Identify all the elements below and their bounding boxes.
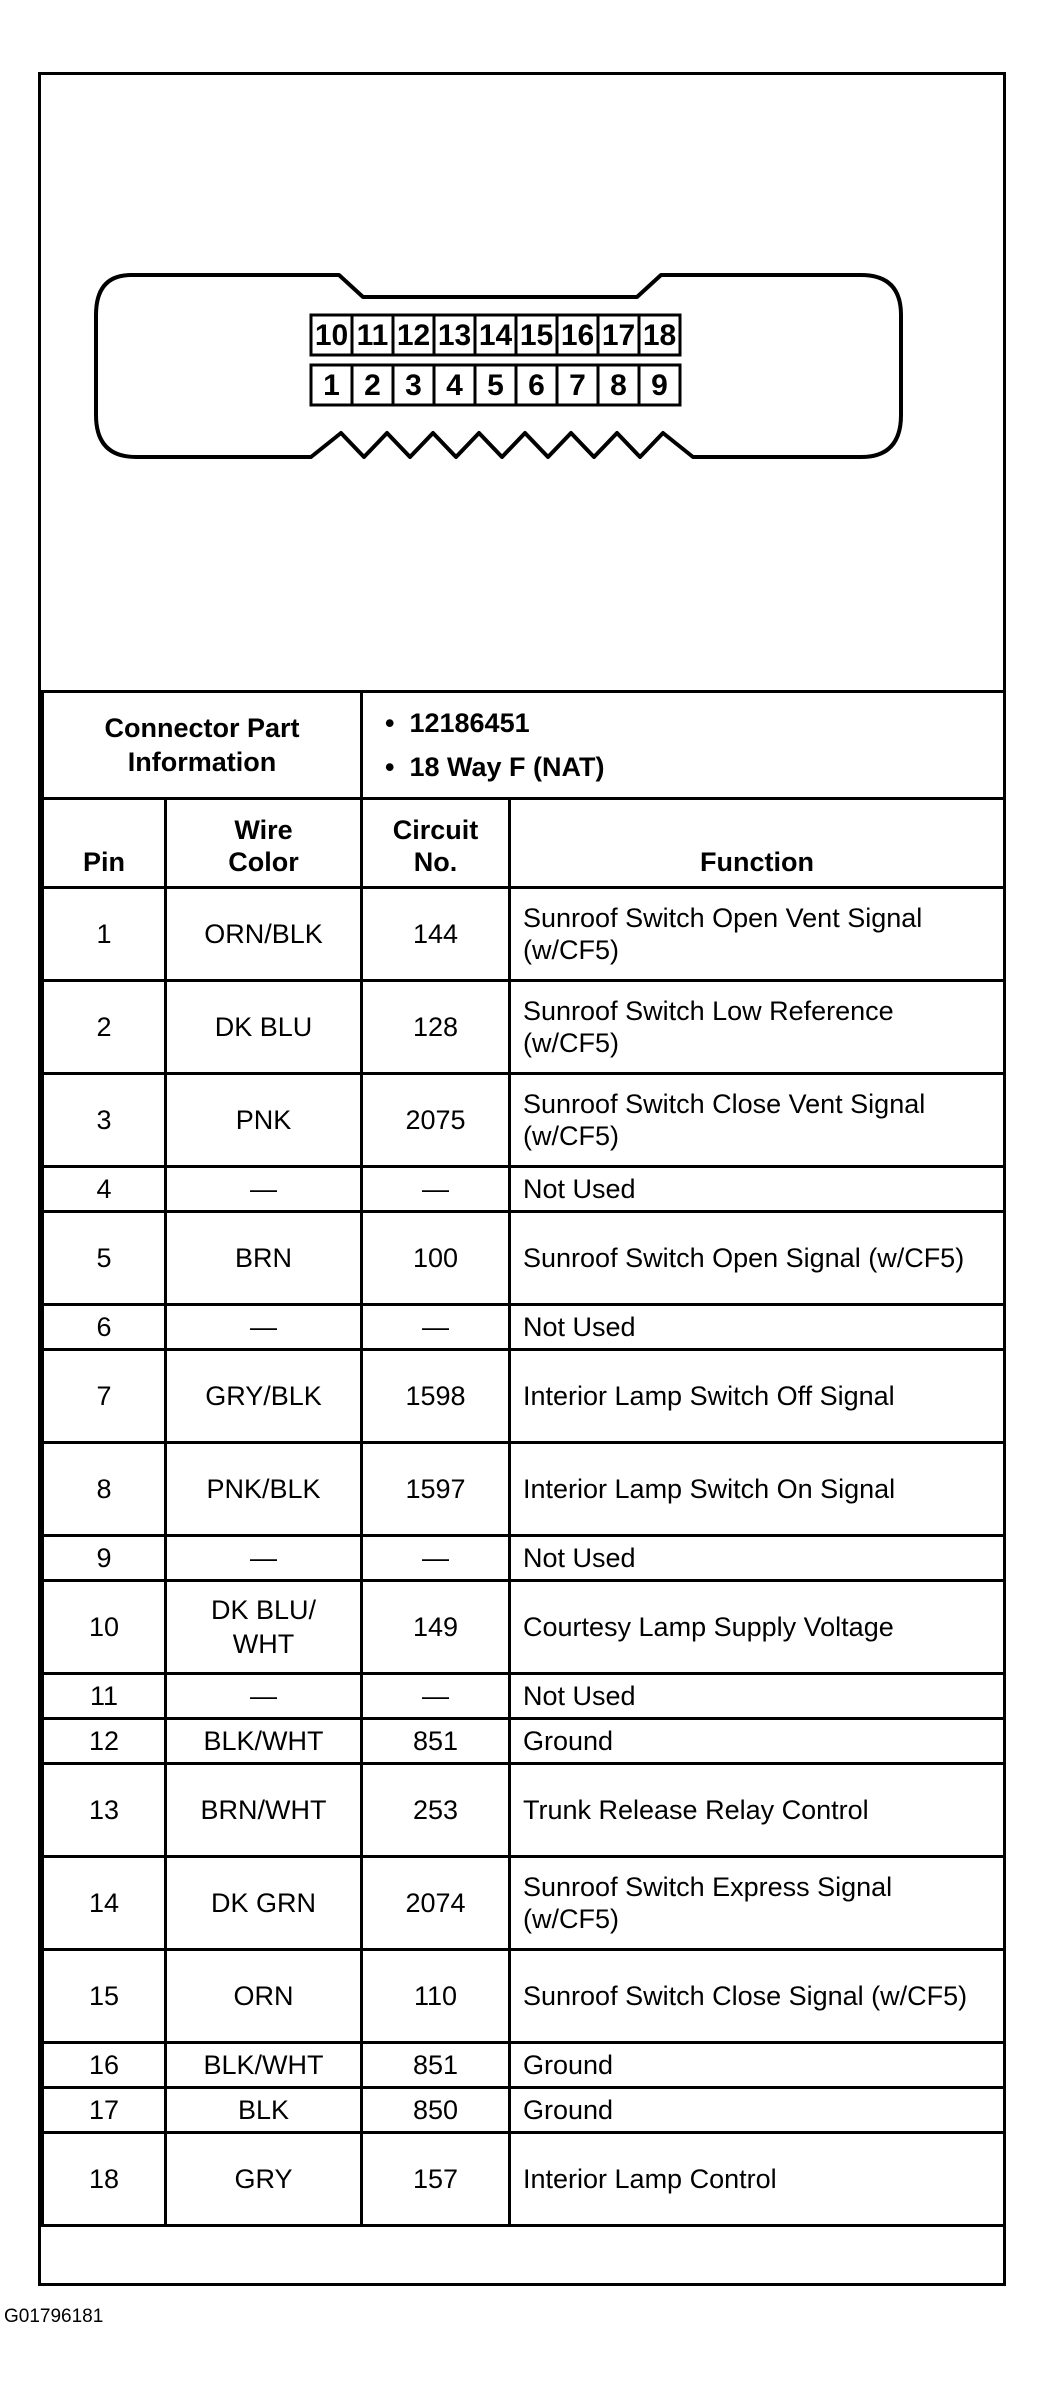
- pin-row: [43, 1167, 1005, 1212]
- circuit-number: 157: [362, 2133, 510, 2226]
- pin-function: Sunroof Switch Open Signal (w/CF5): [510, 1212, 1005, 1305]
- pin-number-label: 4: [446, 368, 463, 402]
- part-number: • 12186451: [385, 701, 1003, 745]
- pin-number-label: 14: [478, 318, 513, 352]
- figure-code: G01796181: [4, 2306, 104, 2327]
- pin-number-label: 5: [487, 368, 504, 402]
- wire-color: —: [166, 1536, 362, 1581]
- pin-function: Ground: [510, 1719, 1005, 1764]
- pin-row: [43, 1536, 1005, 1581]
- pin-row: [43, 1581, 1005, 1674]
- pin-row: [43, 1443, 1005, 1536]
- circuit-number: —: [362, 1536, 510, 1581]
- wire-color: BLK: [166, 2088, 362, 2133]
- pin-row: [43, 981, 1005, 1074]
- pin-row: [43, 1674, 1005, 1719]
- circuit-number: 144: [362, 888, 510, 981]
- pin-function: Sunroof Switch Close Signal (w/CF5): [510, 1950, 1005, 2043]
- pin-row: [43, 1074, 1005, 1167]
- pin-number: 7: [43, 1350, 166, 1443]
- pin-number-label: 9: [651, 368, 668, 402]
- pin-function: Ground: [510, 2088, 1005, 2133]
- pin-function: Interior Lamp Switch On Signal: [510, 1443, 1005, 1536]
- header-circuit-no: Circuit No.: [362, 799, 510, 888]
- circuit-number: 1597: [362, 1443, 510, 1536]
- wire-color: DK BLU/ WHT: [166, 1581, 362, 1674]
- pin-function: Not Used: [510, 1674, 1005, 1719]
- wire-color: BLK/WHT: [166, 2043, 362, 2088]
- pin-number-label: 8: [610, 368, 627, 402]
- wire-color: BRN: [166, 1212, 362, 1305]
- pin-function: Not Used: [510, 1167, 1005, 1212]
- connector-info-row: [43, 692, 1005, 799]
- pin-function: Sunroof Switch Close Vent Signal (w/CF5): [510, 1074, 1005, 1167]
- pin-number: 17: [43, 2088, 166, 2133]
- pin-number: 8: [43, 1443, 166, 1536]
- pin-number: 16: [43, 2043, 166, 2088]
- connector-diagram: [41, 75, 1003, 690]
- pin-function: Sunroof Switch Low Reference (w/CF5): [510, 981, 1005, 1074]
- pin-row: [43, 1857, 1005, 1950]
- pin-function: Ground: [510, 2043, 1005, 2088]
- pin-number: 14: [43, 1857, 166, 1950]
- circuit-number: 110: [362, 1950, 510, 2043]
- pin-row: [43, 888, 1005, 981]
- pin-row: [43, 1719, 1005, 1764]
- pin-row: [43, 2043, 1005, 2088]
- pin-number-label: 11: [356, 318, 389, 352]
- header-wire-color: Wire Color: [166, 799, 362, 888]
- pin-number: 13: [43, 1764, 166, 1857]
- circuit-number: 128: [362, 981, 510, 1074]
- pin-number-label: 15: [519, 318, 554, 352]
- header-function: Function: [510, 799, 1005, 888]
- wire-color: —: [166, 1674, 362, 1719]
- pin-function: Courtesy Lamp Supply Voltage: [510, 1581, 1005, 1674]
- connector-face-drawing: [41, 75, 1003, 690]
- pin-number: 4: [43, 1167, 166, 1212]
- pin-number: 12: [43, 1719, 166, 1764]
- pin-number: 5: [43, 1212, 166, 1305]
- wire-color: DK GRN: [166, 1857, 362, 1950]
- connector-sheet: [38, 72, 1006, 2286]
- pin-row: [43, 2133, 1005, 2226]
- pin-number: 1: [43, 888, 166, 981]
- pin-number-label: 13: [437, 318, 472, 352]
- info-label-line2: Information: [127, 747, 277, 777]
- pin-row: [43, 1212, 1005, 1305]
- pin-function: Sunroof Switch Open Vent Signal (w/CF5): [510, 888, 1005, 981]
- circuit-number: 2075: [362, 1074, 510, 1167]
- pin-row: [43, 1305, 1005, 1350]
- circuit-number: 253: [362, 1764, 510, 1857]
- pin-number-label: 3: [405, 368, 422, 402]
- pin-number-label: 2: [364, 368, 381, 402]
- pin-number: 2: [43, 981, 166, 1074]
- wire-color: BRN/WHT: [166, 1764, 362, 1857]
- pin-number: 18: [43, 2133, 166, 2226]
- pin-row: [43, 2088, 1005, 2133]
- circuit-number: —: [362, 1305, 510, 1350]
- pin-function: Trunk Release Relay Control: [510, 1764, 1005, 1857]
- connector-info-label: [43, 692, 362, 799]
- info-label-line1: Connector Part: [104, 713, 300, 743]
- pin-number-label: 1: [323, 368, 340, 402]
- pin-function: Interior Lamp Switch Off Signal: [510, 1350, 1005, 1443]
- pin-number-label: 18: [642, 318, 677, 352]
- pin-row-top: [311, 315, 680, 355]
- circuit-number: —: [362, 1167, 510, 1212]
- circuit-number: 100: [362, 1212, 510, 1305]
- wire-color: GRY/BLK: [166, 1350, 362, 1443]
- pin-number-label: 17: [601, 318, 636, 352]
- wire-color: —: [166, 1167, 362, 1212]
- wire-color: DK BLU: [166, 981, 362, 1074]
- pin-number: 11: [43, 1674, 166, 1719]
- circuit-number: 2074: [362, 1857, 510, 1950]
- pin-number-label: 16: [560, 318, 595, 352]
- circuit-number: 851: [362, 2043, 510, 2088]
- circuit-number: 1598: [362, 1350, 510, 1443]
- pin-row-bottom: [311, 365, 680, 405]
- pin-number: 9: [43, 1536, 166, 1581]
- wire-color: BLK/WHT: [166, 1719, 362, 1764]
- pin-row: [43, 1950, 1005, 2043]
- pin-function: Interior Lamp Control: [510, 2133, 1005, 2226]
- column-header-row: [43, 799, 1005, 888]
- pin-function: Sunroof Switch Express Signal (w/CF5): [510, 1857, 1005, 1950]
- circuit-number: —: [362, 1674, 510, 1719]
- wire-color: ORN: [166, 1950, 362, 2043]
- pin-function: Not Used: [510, 1536, 1005, 1581]
- circuit-number: 850: [362, 2088, 510, 2133]
- wire-color: —: [166, 1305, 362, 1350]
- pin-number: 6: [43, 1305, 166, 1350]
- pin-number: 15: [43, 1950, 166, 2043]
- pin-function: Not Used: [510, 1305, 1005, 1350]
- pinout-table: [41, 690, 1006, 2227]
- pin-number-label: 10: [314, 318, 349, 352]
- pin-row: [43, 1350, 1005, 1443]
- pin-number: 10: [43, 1581, 166, 1674]
- pin-row: [43, 1764, 1005, 1857]
- wire-color: PNK/BLK: [166, 1443, 362, 1536]
- pin-number-label: 12: [396, 318, 431, 352]
- pin-number: 3: [43, 1074, 166, 1167]
- pin-number-label: 7: [569, 368, 586, 402]
- circuit-number: 149: [362, 1581, 510, 1674]
- circuit-number: 851: [362, 1719, 510, 1764]
- wire-color: GRY: [166, 2133, 362, 2226]
- connector-description: • 18 Way F (NAT): [385, 745, 1003, 789]
- connector-info-values: [362, 692, 1005, 799]
- wire-color: PNK: [166, 1074, 362, 1167]
- pin-number-label: 6: [528, 368, 545, 402]
- wire-color: ORN/BLK: [166, 888, 362, 981]
- header-pin: Pin: [43, 799, 166, 888]
